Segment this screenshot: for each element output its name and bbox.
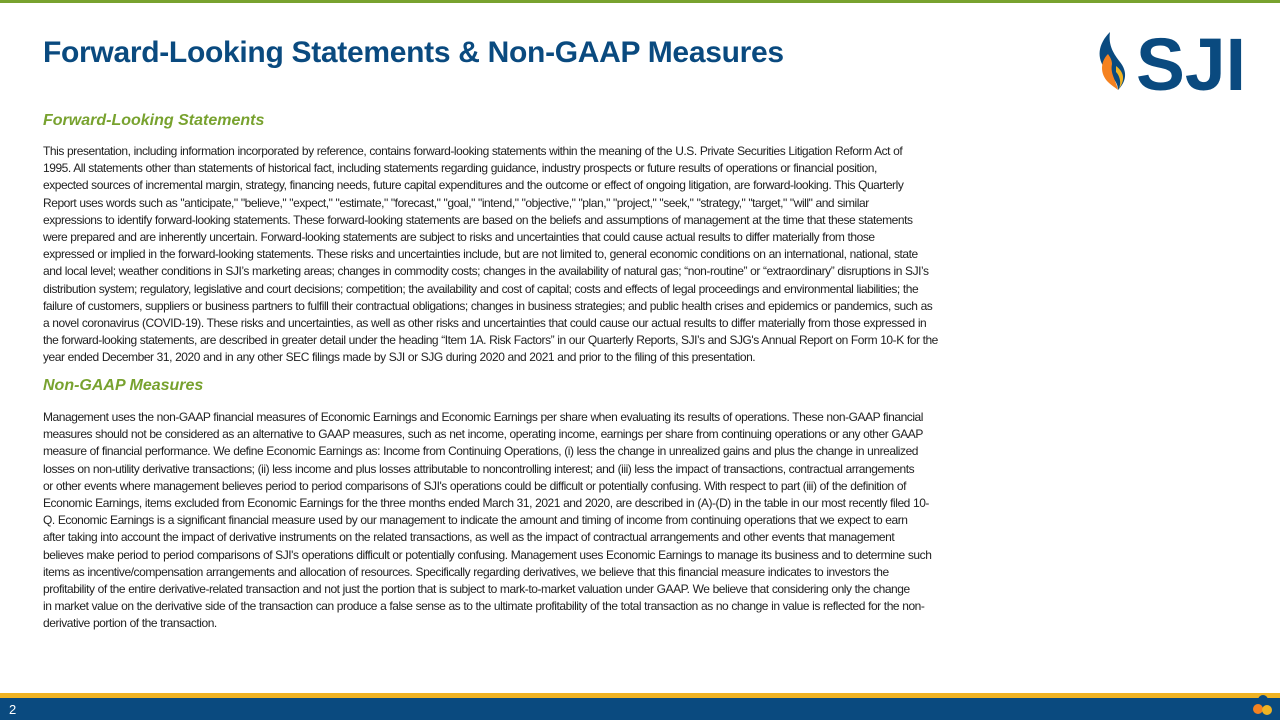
non-gaap-heading: Non-GAAP Measures xyxy=(43,377,204,394)
non-gaap-paragraph: Management uses the non-GAAP financial measures of Economic Earnings and Economic Earnings per share when evaluating its results of operations. These non-GAAP financial measures should not be considered as an alternative to GAAP measures, such as net income, operating income, earnings per share from continuing operations or any other GAAP measure of financial performance. We define Economic Earnings as: Income from Continuing Operations, (i) less the change in unrealized gains and plus the change in unrealized losses on non-utility derivative transactions; (ii) less income and plus losses attributable to noncontrolling interest; and (iii) less the impact of transactions, contractual arrangements or other events where management believes period to period comparisons of SJI's operations could be difficult or potentially confusing. With respect to part (iii) of the definition of Economic Earnings, items excluded from Economic Earnings for the three months ended March 31, 2021 and 2020, are described in (A)-(D) in the table in our most recently filed 10- Q. Economic Earnings is a significant financial measure used by our management to indicate the amount and timing of income from continuing operations that we expect to earn after taking into account the impact of derivative instruments on the related transactions, as well as the impact of contractual arrangements and other events that management believes make period to period comparisons of SJI's operations difficult or potentially confusing. Management uses Economic Earnings to manage its business and to determine such items as incentive/compensation arrangements and allocation of resources. Specifically regarding derivatives, we believe that this financial measure indicates to investors the profitability of the entire derivative-related transaction and not just the portion that is subject to mark-to-market valuation under GAAP. We believe that considering only the change in market value on the derivative side of the transaction can produce a false sense as to the ultimate profitability of the total transaction as no change in value is reflected for the non- derivative portion of the transaction. xyxy=(43,410,932,631)
slide-title: Forward-Looking Statements & Non-GAAP Measures xyxy=(43,36,784,69)
page-number: 2 xyxy=(9,702,17,717)
forward-looking-heading: Forward-Looking Statements xyxy=(43,112,265,129)
sji-logo xyxy=(1096,28,1248,94)
forward-looking-paragraph: This presentation, including information incorporated by reference, contains forward-looking statements within the meaning of the U.S. Private Securities Litigation Reform Act of 1995. All statements other than statements of historical fact, including statements regarding guidance, industry prospects or future results of operations or financial position, expected sources of incremental margin, strategy, financing needs, future capital expenditures and the outcome or effect of ongoing litigation, are forward-looking. This Quarterly Report uses words such as "anticipate," "believe," "expect," "estimate," "forecast," "goal," "intend," "objective," "plan," "project," "seek," "strategy," "target," "will" and similar expressions to identify forward-looking statements. These forward-looking statements are based on the beliefs and assumptions of management at the time that these statements were prepared and are inherently uncertain. Forward-looking statements are subject to risks and uncertainties that could cause actual results to differ materially from those expressed or implied in the forward-looking statements. These risks and uncertainties include, but are not limited to, general economic conditions on an international, national, state and local level; weather conditions in SJI’s marketing areas; changes in commodity costs; changes in the availability of natural gas; “non-routine” or “extraordinary” disruptions in SJI’s distribution system; regulatory, legislative and court decisions; competition; the availability and cost of capital; costs and effects of legal proceedings and environmental liabilities; the failure of customers, suppliers or business partners to fulfill their contractual obligations; changes in business strategies; and public health crises and epidemics or pandemics, such as a novel coronavirus (COVID-19). These risks and uncertainties, as well as other risks and uncertainties that could cause our actual results to differ materially from those expressed in the forward-looking statements, are described in greater detail under the heading “Item 1A. Risk Factors” in our Quarterly Reports, SJI’s and SJG's Annual Report on Form 10-K for the year ended December 31, 2020 and in any other SEC filings made by SJI or SJG during 2020 and 2021 and prior to the filing of this presentation. xyxy=(43,144,938,365)
flame-icon xyxy=(1100,32,1125,90)
flame-mark-icon xyxy=(1252,694,1274,716)
logo-text: SJI xyxy=(1136,28,1246,94)
top-accent-rule xyxy=(0,0,1280,3)
footer-bar xyxy=(0,698,1280,720)
